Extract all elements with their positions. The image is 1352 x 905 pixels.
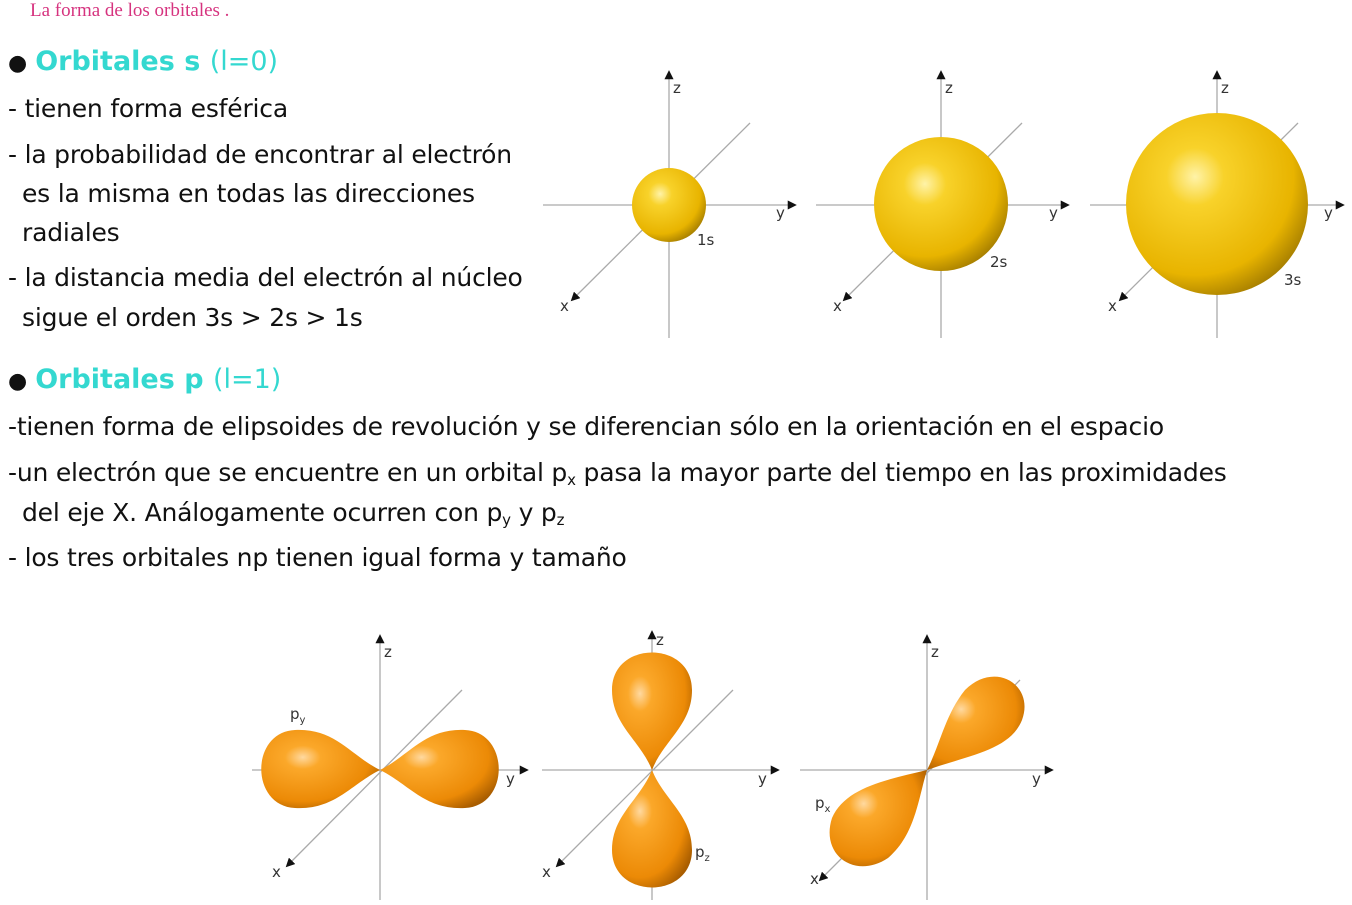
orbital-py-diagram [252,636,527,900]
p-line-1: -tienen forma de elipsoides de revolución y se diferencian sólo en la orientación en el espacio [8,412,1164,441]
orbital-py-lobe-left [261,730,380,808]
y-axis-label: y [506,770,515,788]
x-axis-label: x [542,863,551,881]
orbital-2s-label: 2s [990,253,1008,271]
orbital-px-label: $p_x$ [815,794,831,815]
z-axis-label: z [673,79,681,97]
s-line-5: - la distancia media del electrón al núcleo [8,263,523,292]
orbital-px-diagram [800,636,1052,900]
p-heading-quantum-number: (l=1) [212,364,282,395]
page-title: La forma de los orbitales . [30,0,230,21]
orbital-px-lobe-lower [830,770,927,866]
s-line-3: es la misma en todas las direcciones [22,179,475,208]
orbital-3s-sphere [1126,113,1308,295]
y-axis-label: y [1049,204,1058,222]
s-heading-text: Orbitales s [35,46,201,77]
y-axis-label: y [1032,770,1041,788]
orbital-pz-diagram [542,631,778,900]
p-line-2: -un electrón que se encuentre en un orbital $p_x$ pasa la mayor parte del tiempo en las proximidades [8,458,1227,489]
z-axis-label: z [945,79,953,97]
z-axis-label: z [656,631,664,649]
orbital-pz-label: $p_z$ [695,843,710,864]
s-line-6: sigue el orden 3s > 2s > 1s [22,303,363,332]
orbital-3s-label: 3s [1284,271,1302,289]
x-axis-label: x [560,297,569,315]
y-axis-label: y [758,770,767,788]
orbital-2s-diagram [816,72,1068,338]
bullet-icon: ● [8,369,28,394]
p-line-3: del eje X. Análogamente ocurren con $p_y$ y $p_z$ [22,498,565,529]
z-axis-label: z [1221,79,1229,97]
orbital-1s-sphere [632,168,706,242]
y-axis-label: y [1324,204,1333,222]
s-line-1: - tienen forma esférica [8,94,288,123]
orbital-py-lobe-right [380,730,499,808]
orbital-1s-label: 1s [697,231,715,249]
orbital-3s-diagram [1090,72,1343,338]
x-axis-label: x [833,297,842,315]
p-heading-text: Orbitales p [35,364,204,395]
orbital-pz-lobe-top [612,653,692,771]
y-axis-label: y [776,204,785,222]
p-line-4: - los tres orbitales np tienen igual forma y tamaño [8,543,627,572]
s-line-4: radiales [22,218,120,247]
x-axis-label: x [272,863,281,881]
orbital-2s-sphere [874,137,1008,271]
s-line-2: - la probabilidad de encontrar al electrón [8,140,512,169]
orbital-px-lobe-upper [927,677,1025,770]
bullet-icon: ● [8,51,28,76]
z-axis-label: z [931,643,939,661]
orbital-pz-lobe-bottom [612,770,692,888]
orbital-py-label: $p_y$ [290,705,306,726]
x-axis-label: x [1108,297,1117,315]
x-axis-label: x [810,870,819,888]
s-heading-quantum-number: (l=0) [209,46,279,77]
z-axis-label: z [384,643,392,661]
orbital-1s-diagram [543,72,795,338]
